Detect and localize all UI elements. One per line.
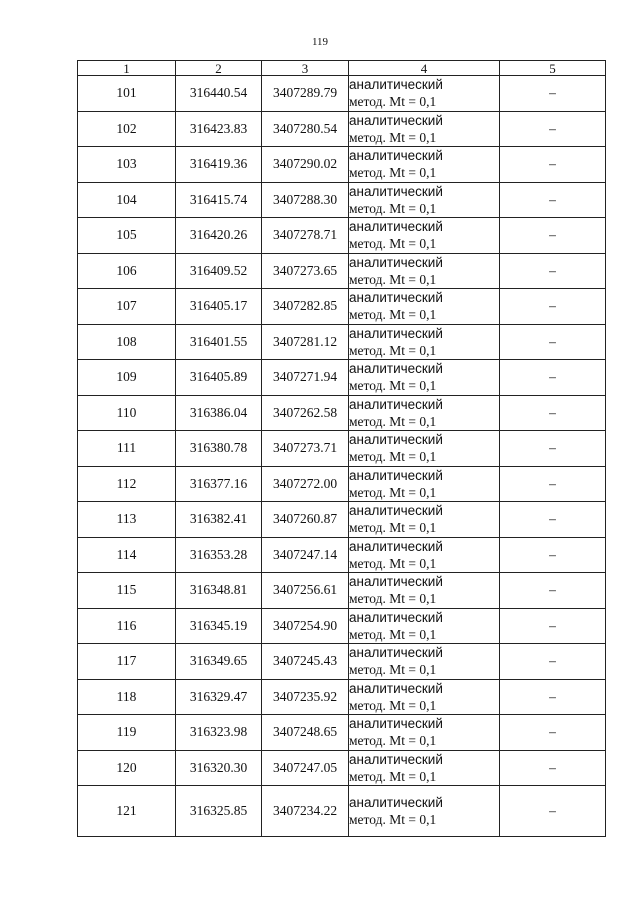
table-row bbox=[78, 466, 606, 502]
method-cell bbox=[349, 466, 500, 502]
method-cell bbox=[349, 324, 500, 360]
method-line-2: метод. Mt = 0,1 bbox=[349, 520, 437, 536]
y-coordinate-cell: 3407289.79 bbox=[262, 76, 349, 112]
y-coordinate-cell: 3407273.65 bbox=[262, 253, 349, 289]
x-coordinate-cell: 316440.54 bbox=[176, 76, 262, 112]
method-line-1: аналитический bbox=[349, 751, 443, 767]
table-header-row bbox=[78, 61, 606, 76]
point-number-cell: 117 bbox=[78, 644, 176, 680]
method-line-2: метод. Mt = 0,1 bbox=[349, 200, 437, 216]
note-cell: – bbox=[500, 466, 606, 502]
note-cell: – bbox=[500, 360, 606, 396]
note-cell: – bbox=[500, 111, 606, 147]
y-coordinate-cell: 3407248.65 bbox=[262, 715, 349, 751]
table-row bbox=[78, 786, 606, 837]
y-coordinate-cell: 3407282.85 bbox=[262, 289, 349, 325]
x-coordinate-cell: 316320.30 bbox=[176, 750, 262, 786]
y-coordinate-cell: 3407271.94 bbox=[262, 360, 349, 396]
x-coordinate-cell: 316382.41 bbox=[176, 502, 262, 538]
point-number-cell: 103 bbox=[78, 147, 176, 183]
table-row bbox=[78, 111, 606, 147]
method-line-1: аналитический bbox=[349, 609, 443, 625]
method-line-2: метод. Mt = 0,1 bbox=[349, 307, 437, 323]
point-number-cell: 111 bbox=[78, 431, 176, 467]
x-coordinate-cell: 316348.81 bbox=[176, 573, 262, 609]
method-line-2: метод. Mt = 0,1 bbox=[349, 378, 437, 394]
table-row bbox=[78, 395, 606, 431]
method-line-1: аналитический bbox=[349, 574, 443, 590]
x-coordinate-cell: 316329.47 bbox=[176, 679, 262, 715]
point-number-cell: 107 bbox=[78, 289, 176, 325]
point-number-cell: 116 bbox=[78, 608, 176, 644]
table-row bbox=[78, 289, 606, 325]
table-row bbox=[78, 750, 606, 786]
note-cell: – bbox=[500, 750, 606, 786]
method-cell bbox=[349, 431, 500, 467]
method-cell bbox=[349, 786, 500, 837]
note-cell: – bbox=[500, 502, 606, 538]
point-number-cell: 121 bbox=[78, 786, 176, 837]
method-line-1: аналитический bbox=[349, 219, 443, 235]
method-line-1: аналитический bbox=[349, 432, 443, 448]
y-coordinate-cell: 3407273.71 bbox=[262, 431, 349, 467]
y-coordinate-cell: 3407288.30 bbox=[262, 182, 349, 218]
method-line-2: метод. Mt = 0,1 bbox=[349, 733, 437, 749]
method-line-1: аналитический bbox=[349, 183, 443, 199]
method-line-2: метод. Mt = 0,1 bbox=[349, 697, 437, 713]
note-cell: – bbox=[500, 218, 606, 254]
method-line-1: аналитический bbox=[349, 396, 443, 412]
method-line-2: метод. Mt = 0,1 bbox=[349, 484, 437, 500]
note-cell: – bbox=[500, 644, 606, 680]
method-line-1: аналитический bbox=[349, 645, 443, 661]
page-number: 119 bbox=[311, 36, 329, 48]
y-coordinate-cell: 3407256.61 bbox=[262, 573, 349, 609]
y-coordinate-cell: 3407234.22 bbox=[262, 786, 349, 837]
method-cell bbox=[349, 76, 500, 112]
table-row bbox=[78, 182, 606, 218]
method-line-1: аналитический bbox=[349, 361, 443, 377]
method-line-1: аналитический bbox=[349, 112, 443, 128]
x-coordinate-cell: 316419.36 bbox=[176, 147, 262, 183]
y-coordinate-cell: 3407290.02 bbox=[262, 147, 349, 183]
note-cell: – bbox=[500, 289, 606, 325]
table-row bbox=[78, 431, 606, 467]
method-line-2: метод. Mt = 0,1 bbox=[349, 342, 437, 358]
column-header-3: 3 bbox=[262, 61, 349, 76]
point-number-cell: 118 bbox=[78, 679, 176, 715]
method-line-1: аналитический bbox=[349, 467, 443, 483]
method-cell bbox=[349, 750, 500, 786]
x-coordinate-cell: 316325.85 bbox=[176, 786, 262, 837]
x-coordinate-cell: 316409.52 bbox=[176, 253, 262, 289]
point-number-cell: 110 bbox=[78, 395, 176, 431]
method-line-2: метод. Mt = 0,1 bbox=[349, 236, 437, 252]
table-row bbox=[78, 147, 606, 183]
method-line-1: аналитический bbox=[349, 148, 443, 164]
point-number-cell: 109 bbox=[78, 360, 176, 396]
method-line-2: метод. Mt = 0,1 bbox=[349, 591, 437, 607]
method-line-2: метод. Mt = 0,1 bbox=[349, 768, 437, 784]
table-row bbox=[78, 324, 606, 360]
coordinates-table bbox=[77, 60, 606, 837]
table-row bbox=[78, 573, 606, 609]
x-coordinate-cell: 316380.78 bbox=[176, 431, 262, 467]
method-cell bbox=[349, 608, 500, 644]
point-number-cell: 105 bbox=[78, 218, 176, 254]
method-cell bbox=[349, 573, 500, 609]
point-number-cell: 101 bbox=[78, 76, 176, 112]
note-cell: – bbox=[500, 395, 606, 431]
note-cell: – bbox=[500, 253, 606, 289]
method-line-1: аналитический bbox=[349, 77, 443, 93]
method-cell bbox=[349, 147, 500, 183]
point-number-cell: 106 bbox=[78, 253, 176, 289]
y-coordinate-cell: 3407254.90 bbox=[262, 608, 349, 644]
table-row bbox=[78, 537, 606, 573]
x-coordinate-cell: 316353.28 bbox=[176, 537, 262, 573]
method-line-2: метод. Mt = 0,1 bbox=[349, 165, 437, 181]
table-row bbox=[78, 608, 606, 644]
y-coordinate-cell: 3407262.58 bbox=[262, 395, 349, 431]
method-line-2: метод. Mt = 0,1 bbox=[349, 94, 437, 110]
point-number-cell: 119 bbox=[78, 715, 176, 751]
table-row bbox=[78, 253, 606, 289]
method-line-1: аналитический bbox=[349, 680, 443, 696]
y-coordinate-cell: 3407247.14 bbox=[262, 537, 349, 573]
method-cell bbox=[349, 644, 500, 680]
x-coordinate-cell: 316420.26 bbox=[176, 218, 262, 254]
y-coordinate-cell: 3407245.43 bbox=[262, 644, 349, 680]
method-cell bbox=[349, 502, 500, 538]
x-coordinate-cell: 316323.98 bbox=[176, 715, 262, 751]
note-cell: – bbox=[500, 182, 606, 218]
note-cell: – bbox=[500, 537, 606, 573]
method-cell bbox=[349, 253, 500, 289]
method-line-1: аналитический bbox=[349, 716, 443, 732]
table-row bbox=[78, 502, 606, 538]
method-line-2: метод. Mt = 0,1 bbox=[349, 449, 437, 465]
method-cell bbox=[349, 679, 500, 715]
method-line-1: аналитический bbox=[349, 254, 443, 270]
x-coordinate-cell: 316345.19 bbox=[176, 608, 262, 644]
x-coordinate-cell: 316415.74 bbox=[176, 182, 262, 218]
note-cell: – bbox=[500, 147, 606, 183]
column-header-2: 2 bbox=[176, 61, 262, 76]
y-coordinate-cell: 3407235.92 bbox=[262, 679, 349, 715]
method-line-1: аналитический bbox=[349, 538, 443, 554]
x-coordinate-cell: 316405.17 bbox=[176, 289, 262, 325]
method-cell bbox=[349, 182, 500, 218]
point-number-cell: 104 bbox=[78, 182, 176, 218]
x-coordinate-cell: 316386.04 bbox=[176, 395, 262, 431]
y-coordinate-cell: 3407281.12 bbox=[262, 324, 349, 360]
point-number-cell: 115 bbox=[78, 573, 176, 609]
y-coordinate-cell: 3407272.00 bbox=[262, 466, 349, 502]
column-header-1: 1 bbox=[78, 61, 176, 76]
table-row bbox=[78, 644, 606, 680]
y-coordinate-cell: 3407278.71 bbox=[262, 218, 349, 254]
table-row bbox=[78, 360, 606, 396]
method-line-1: аналитический bbox=[349, 325, 443, 341]
note-cell: – bbox=[500, 715, 606, 751]
point-number-cell: 120 bbox=[78, 750, 176, 786]
note-cell: – bbox=[500, 431, 606, 467]
x-coordinate-cell: 316405.89 bbox=[176, 360, 262, 396]
x-coordinate-cell: 316377.16 bbox=[176, 466, 262, 502]
point-number-cell: 112 bbox=[78, 466, 176, 502]
column-header-4: 4 bbox=[349, 61, 500, 76]
method-cell bbox=[349, 395, 500, 431]
point-number-cell: 113 bbox=[78, 502, 176, 538]
point-number-cell: 108 bbox=[78, 324, 176, 360]
method-line-2: метод. Mt = 0,1 bbox=[349, 626, 437, 642]
method-cell bbox=[349, 537, 500, 573]
method-line-1: аналитический bbox=[349, 795, 443, 810]
method-line-2: метод. Mt = 0,1 bbox=[349, 271, 437, 287]
method-cell bbox=[349, 289, 500, 325]
method-cell bbox=[349, 218, 500, 254]
x-coordinate-cell: 316349.65 bbox=[176, 644, 262, 680]
x-coordinate-cell: 316423.83 bbox=[176, 111, 262, 147]
note-cell: – bbox=[500, 324, 606, 360]
note-cell: – bbox=[500, 679, 606, 715]
point-number-cell: 102 bbox=[78, 111, 176, 147]
method-line-1: аналитический bbox=[349, 503, 443, 519]
method-line-2: метод. Mt = 0,1 bbox=[349, 413, 437, 429]
table-row bbox=[78, 715, 606, 751]
table-body bbox=[78, 76, 606, 837]
note-cell: – bbox=[500, 76, 606, 112]
x-coordinate-cell: 316401.55 bbox=[176, 324, 262, 360]
y-coordinate-cell: 3407247.05 bbox=[262, 750, 349, 786]
note-cell: – bbox=[500, 786, 606, 837]
method-line-2: метод. Mt = 0,1 bbox=[349, 555, 437, 571]
method-line-2: метод. Mt = 0,1 bbox=[349, 129, 437, 145]
method-cell bbox=[349, 715, 500, 751]
y-coordinate-cell: 3407260.87 bbox=[262, 502, 349, 538]
note-cell: – bbox=[500, 573, 606, 609]
method-line-2: метод. Mt = 0,1 bbox=[349, 662, 437, 678]
method-cell bbox=[349, 360, 500, 396]
point-number-cell: 114 bbox=[78, 537, 176, 573]
column-header-5: 5 bbox=[500, 61, 606, 76]
method-line-2: метод. Mt = 0,1 bbox=[349, 812, 437, 827]
table-row bbox=[78, 76, 606, 112]
table-row bbox=[78, 218, 606, 254]
table-row bbox=[78, 679, 606, 715]
y-coordinate-cell: 3407280.54 bbox=[262, 111, 349, 147]
note-cell: – bbox=[500, 608, 606, 644]
method-cell bbox=[349, 111, 500, 147]
method-line-1: аналитический bbox=[349, 290, 443, 306]
